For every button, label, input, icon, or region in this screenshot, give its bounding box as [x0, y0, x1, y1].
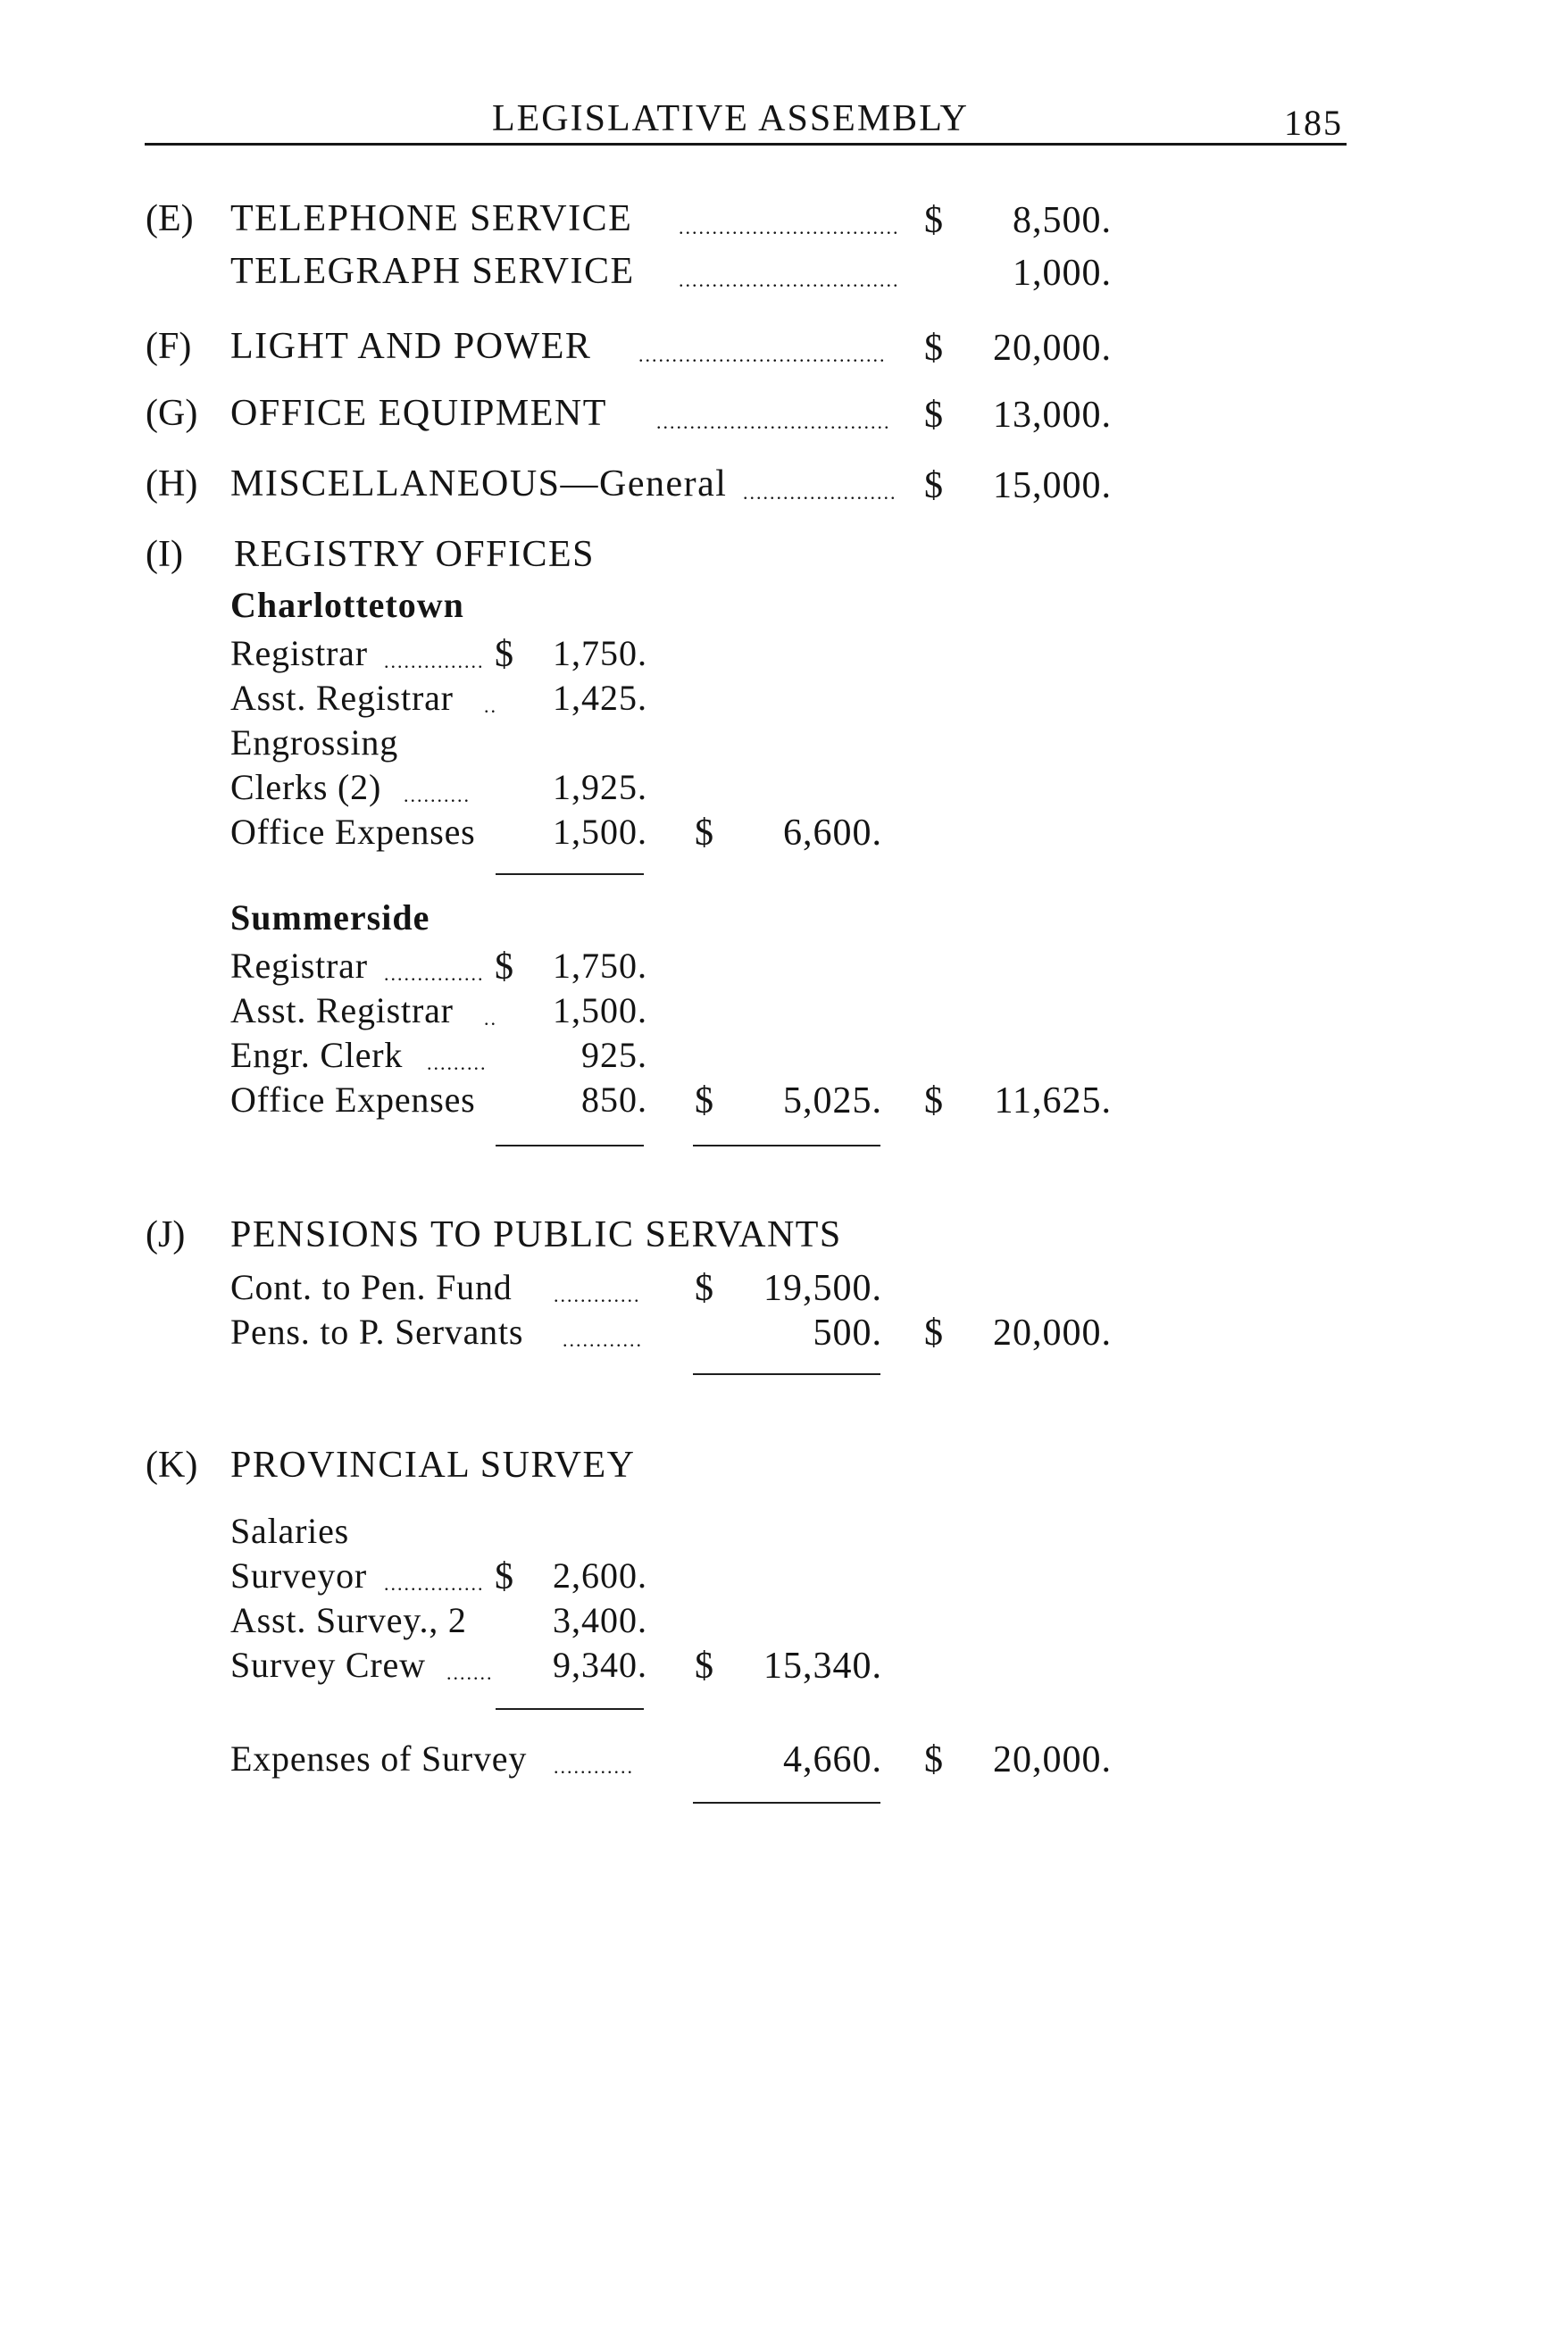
survey-total: 20,000. [993, 1739, 1112, 1780]
item-letter-f: (F) [146, 326, 192, 367]
telephone-label: TELEPHONE SERVICE [230, 198, 633, 239]
engrossing-label: Engrossing [230, 722, 398, 763]
office-equipment-label: OFFICE EQUIPMENT [230, 393, 607, 434]
miscellaneous-amount: 15,000. [993, 465, 1112, 506]
cont-pen-fund-label: Cont. to Pen. Fund [230, 1267, 513, 1307]
salaries-heading: Salaries [230, 1511, 350, 1551]
charlottetown-subtotal: 6,600. [783, 813, 882, 854]
sum-line [496, 1145, 644, 1146]
office-expenses-label: Office Expenses [230, 1080, 476, 1120]
clerks-label: Clerks (2) [230, 767, 382, 807]
leader-dots: .......... [404, 784, 471, 806]
surveyor-label: Surveyor [230, 1555, 368, 1596]
pens-servants-label: Pens. to P. Servants [230, 1312, 524, 1352]
pens-servants-amount: 500. [813, 1313, 882, 1354]
registry-total-currency: $ [924, 1080, 943, 1121]
registrar-amount: 1,750. [553, 946, 647, 986]
leader-dots: .. [484, 1007, 497, 1030]
leader-dots: ............. [554, 1284, 641, 1306]
office-equipment-amount: 13,000. [993, 395, 1112, 436]
header-rule [145, 143, 1347, 146]
provincial-survey-label: PROVINCIAL SURVEY [230, 1445, 636, 1486]
salaries-subtotal-currency: $ [695, 1646, 713, 1687]
running-title: LEGISLATIVE ASSEMBLY [492, 98, 969, 139]
survey-total-currency: $ [924, 1739, 943, 1780]
telephone-currency: $ [924, 200, 943, 241]
sum-line [693, 1802, 880, 1804]
asst-registrar-amount: 1,500. [553, 990, 647, 1030]
sum-line [496, 873, 644, 875]
expenses-survey-amount: 4,660. [783, 1739, 882, 1780]
office-expenses-label: Office Expenses [230, 812, 476, 852]
registrar-currency: $ [495, 946, 513, 988]
surveyor-amount: 2,600. [553, 1555, 647, 1596]
expenses-survey-label: Expenses of Survey [230, 1738, 528, 1779]
asst-registrar-amount: 1,425. [553, 678, 647, 718]
charlottetown-subtotal-currency: $ [695, 813, 713, 854]
leader-dots: .. [484, 695, 497, 717]
item-letter-g: (G) [146, 393, 198, 434]
leader-dots: ............ [563, 1329, 643, 1351]
pensions-label: PENSIONS TO PUBLIC SERVANTS [230, 1214, 842, 1255]
sum-line [693, 1373, 880, 1375]
clerks-amount: 1,925. [553, 767, 647, 807]
leader-dots: ............... [384, 963, 485, 985]
survey-crew-label: Survey Crew [230, 1645, 426, 1685]
item-letter-k: (K) [146, 1445, 198, 1486]
surveyor-currency: $ [495, 1556, 513, 1597]
leader-dots: ................................. [679, 216, 900, 238]
cont-pen-fund-amount: 19,500. [763, 1268, 882, 1309]
registry-offices-label: REGISTRY OFFICES [234, 534, 596, 575]
registrar-currency: $ [495, 634, 513, 675]
leader-dots: ....... [446, 1662, 494, 1684]
telegraph-amount: 1,000. [1013, 253, 1112, 294]
office-expenses-amount: 1,500. [553, 812, 647, 852]
cont-pen-fund-currency: $ [695, 1268, 713, 1309]
item-letter-h: (H) [146, 463, 198, 504]
salaries-subtotal: 15,340. [763, 1646, 882, 1687]
leader-dots: ............... [384, 1572, 485, 1595]
asst-registrar-label: Asst. Registrar [230, 678, 454, 718]
asst-survey-amount: 3,400. [553, 1600, 647, 1640]
leader-dots: ................................. [679, 269, 900, 291]
asst-survey-label: Asst. Survey., 2 [230, 1600, 467, 1640]
leader-dots: ................................... [656, 411, 891, 433]
miscellaneous-label: MISCELLANEOUS—General [230, 463, 728, 504]
page-number: 185 [1284, 103, 1343, 143]
summerside-subtotal: 5,025. [783, 1080, 882, 1121]
summerside-heading: Summerside [230, 897, 430, 938]
leader-dots: ............ [554, 1755, 634, 1778]
light-power-currency: $ [924, 328, 943, 369]
survey-crew-amount: 9,340. [553, 1645, 647, 1685]
engr-clerk-label: Engr. Clerk [230, 1035, 404, 1075]
leader-dots: ............... [384, 650, 485, 672]
light-power-amount: 20,000. [993, 328, 1112, 369]
telegraph-label: TELEGRAPH SERVICE [230, 251, 635, 292]
registrar-label: Registrar [230, 946, 368, 986]
item-letter-j: (J) [146, 1214, 186, 1255]
office-expenses-amount: 850. [581, 1080, 647, 1120]
charlottetown-heading: Charlottetown [230, 585, 464, 625]
office-equipment-currency: $ [924, 395, 943, 436]
leader-dots: ......... [427, 1052, 488, 1074]
sum-line [693, 1145, 880, 1146]
miscellaneous-currency: $ [924, 465, 943, 506]
registry-total: 11,625. [994, 1080, 1112, 1121]
registrar-amount: 1,750. [553, 633, 647, 673]
asst-registrar-label: Asst. Registrar [230, 990, 454, 1030]
sum-line [496, 1708, 644, 1710]
pensions-total: 20,000. [993, 1313, 1112, 1354]
light-power-label: LIGHT AND POWER [230, 326, 592, 367]
leader-dots: ....................... [743, 481, 897, 504]
registrar-label: Registrar [230, 633, 368, 673]
item-letter-i: (I) [146, 534, 183, 575]
item-letter-e: (E) [146, 198, 194, 239]
leader-dots: ..................................... [638, 344, 887, 366]
summerside-subtotal-currency: $ [695, 1080, 713, 1121]
engr-clerk-amount: 925. [581, 1035, 647, 1075]
telephone-amount: 8,500. [1013, 200, 1112, 241]
pensions-total-currency: $ [924, 1313, 943, 1354]
